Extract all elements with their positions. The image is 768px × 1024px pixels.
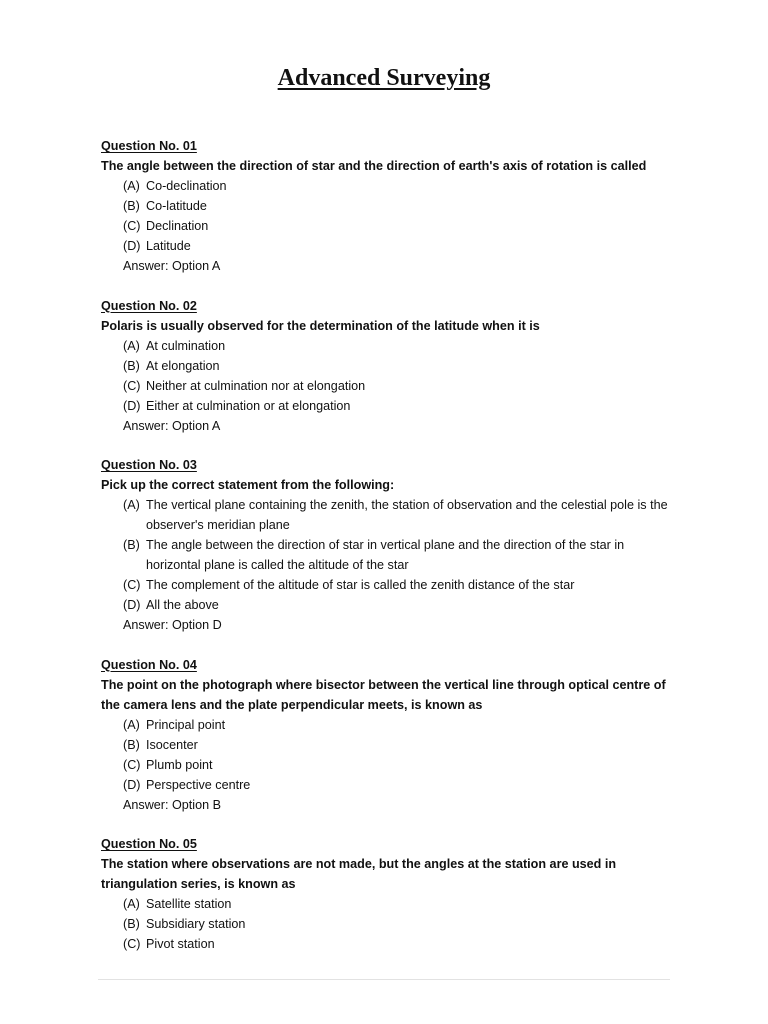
option-text: Either at culmination or at elongation — [146, 398, 351, 413]
option-letter: (C) — [123, 378, 141, 393]
question-01 — [101, 136, 671, 276]
question-02 — [101, 296, 671, 436]
option-text: At elongation — [146, 358, 220, 373]
option-a — [123, 715, 671, 735]
option-d — [123, 775, 671, 795]
option-c — [123, 934, 671, 954]
question-04 — [101, 655, 671, 815]
option-list — [101, 176, 671, 256]
option-text: Principal point — [146, 717, 226, 732]
option-letter: (B) — [123, 199, 140, 213]
page-bottom-divider — [98, 979, 670, 980]
option-letter: (C) — [123, 757, 141, 772]
option-letter: (D) — [123, 398, 141, 413]
option-text: Plumb point — [146, 757, 213, 772]
option-text: Co-declination — [146, 179, 227, 193]
option-list — [101, 715, 671, 795]
option-letter: (D) — [123, 598, 141, 612]
option-c — [123, 575, 671, 595]
option-text: Declination — [146, 219, 209, 233]
page-title: Advanced Surveying — [277, 65, 491, 91]
option-b — [123, 196, 671, 216]
option-text: Co-latitude — [146, 199, 207, 213]
option-letter: (B) — [123, 358, 140, 373]
option-letter: (C) — [123, 578, 141, 592]
question-number: Question No. 02 — [101, 298, 197, 313]
option-c — [123, 216, 671, 236]
question-05 — [101, 834, 671, 954]
question-number: Question No. 05 — [101, 837, 197, 851]
option-a — [123, 336, 671, 356]
option-text: The vertical plane containing the zenith, the station of observation and the celestial pole is the observer's meridian plane — [146, 498, 668, 532]
answer-text: Answer: Option D — [123, 618, 222, 632]
option-c — [123, 376, 671, 396]
option-c — [123, 755, 671, 775]
option-a — [123, 495, 671, 535]
option-letter: (A) — [123, 179, 140, 193]
answer-text: Answer: Option B — [123, 797, 221, 812]
option-letter: (D) — [123, 777, 141, 792]
option-text: Pivot station — [146, 937, 215, 951]
option-text: All the above — [146, 598, 219, 612]
option-letter: (B) — [123, 538, 140, 552]
question-text: The point on the photograph where bisector between the vertical line through optical centre of the camera lens and the plate perpendicular meets, is known as — [101, 677, 666, 712]
option-letter: (D) — [123, 239, 141, 253]
question-number: Question No. 04 — [101, 657, 197, 672]
question-text: Polaris is usually observed for the determination of the latitude when it is — [101, 318, 540, 333]
option-text: The angle between the direction of star in vertical plane and the direction of the star in horizontal plane is called the altitude of the star — [146, 538, 625, 572]
option-letter: (A) — [123, 338, 140, 353]
option-letter: (A) — [123, 717, 140, 732]
option-b — [123, 735, 671, 755]
option-a — [123, 176, 671, 196]
option-b — [123, 356, 671, 376]
option-letter: (B) — [123, 737, 140, 752]
option-letter: (C) — [123, 219, 141, 233]
question-text: The angle between the direction of star and the direction of earth's axis of rotation is called — [101, 159, 647, 173]
option-list — [101, 894, 671, 954]
option-b — [123, 535, 671, 575]
question-03 — [101, 455, 671, 635]
option-letter: (C) — [123, 937, 141, 951]
option-d — [123, 396, 671, 416]
option-d — [123, 236, 671, 256]
option-text: Satellite station — [146, 897, 232, 911]
question-text: Pick up the correct statement from the following: — [101, 478, 395, 492]
option-text: Neither at culmination nor at elongation — [146, 378, 366, 393]
option-letter: (A) — [123, 498, 140, 512]
answer-text: Answer: Option A — [123, 259, 221, 273]
option-text: The complement of the altitude of star is called the zenith distance of the star — [146, 578, 575, 592]
question-text: The station where observations are not made, but the angles at the station are used in triangulation series, is known as — [101, 857, 617, 891]
option-a — [123, 894, 671, 914]
option-b — [123, 914, 671, 934]
option-text: Isocenter — [146, 737, 198, 752]
question-number: Question No. 01 — [101, 139, 197, 153]
option-text: Subsidiary station — [146, 917, 246, 931]
answer-text: Answer: Option A — [123, 418, 221, 433]
option-d — [123, 595, 671, 615]
option-text: Latitude — [146, 239, 191, 253]
option-letter: (B) — [123, 917, 140, 931]
question-number: Question No. 03 — [101, 458, 197, 472]
option-list — [101, 336, 671, 416]
option-text: At culmination — [146, 338, 226, 353]
option-list — [101, 495, 671, 615]
option-text: Perspective centre — [146, 777, 251, 792]
question-list — [101, 136, 671, 974]
option-letter: (A) — [123, 897, 140, 911]
